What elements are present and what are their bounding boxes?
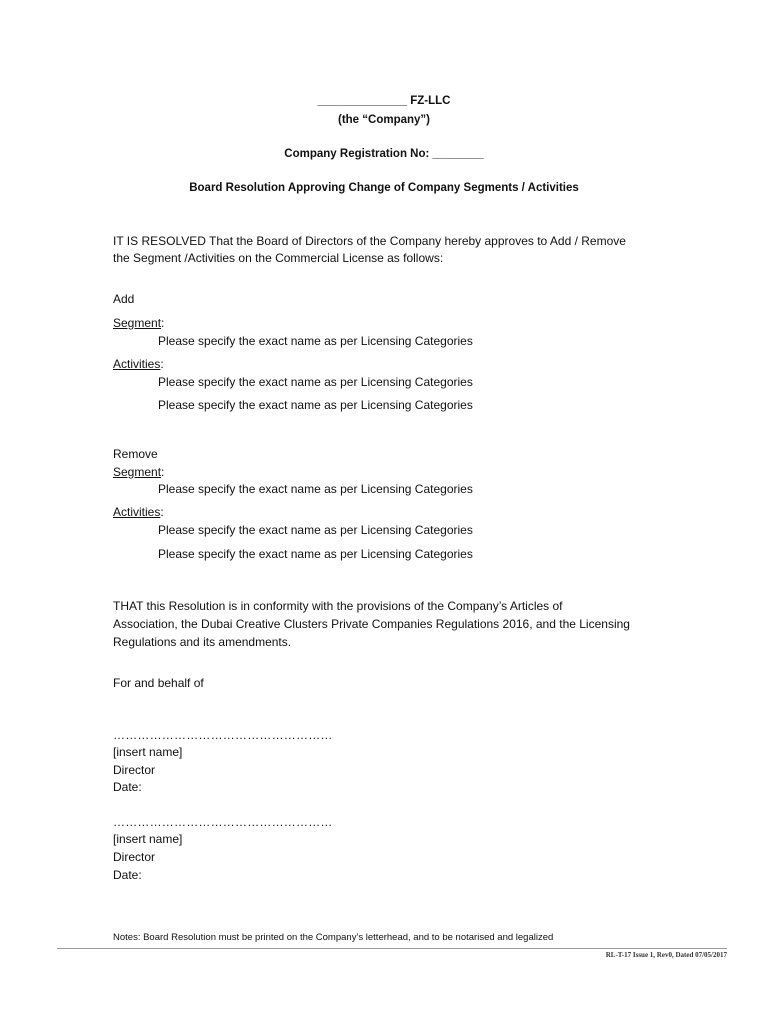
signatory-name: [insert name] (113, 832, 183, 846)
resolution-lead: IT IS RESOLVED (113, 234, 206, 248)
remove-heading: Remove (113, 447, 158, 461)
add-heading: Add (113, 292, 135, 306)
add-activity-item: Please specify the exact name as per Licensing Categories (158, 375, 473, 389)
remove-activity-item: Please specify the exact name as per Licensing Categories (158, 523, 473, 537)
signatory-name: [insert name] (113, 745, 183, 759)
remove-activities-label (113, 504, 164, 520)
label-colon: : (161, 465, 165, 479)
company-alias: (the “Company”) (338, 114, 430, 126)
add-activity-item: Please specify the exact name as per Licensing Categories (158, 398, 473, 412)
conformity-line: THAT this Resolution is in conformity with the provisions of the Company’s Articles of (113, 599, 563, 613)
signature-line: ……………………………………………… (113, 728, 333, 742)
signatory-date-label: Date: (113, 780, 142, 794)
resolution-line-2: the Segment /Activities on the Commercial License as follows: (113, 251, 444, 265)
label-colon: : (161, 316, 165, 330)
conformity-line: Regulations and its amendments. (113, 635, 292, 649)
footer-divider (57, 948, 727, 949)
resolution-line-1 (113, 233, 626, 249)
activities-label: Activities (113, 357, 161, 371)
segment-label: Segment (113, 465, 162, 479)
signature-line: ……………………………………………… (113, 815, 333, 829)
add-segment-item: Please specify the exact name as per Licensing Categories (158, 334, 473, 348)
remove-segment-item: Please specify the exact name as per Licensing Categories (158, 482, 473, 496)
add-segment-label (113, 315, 164, 331)
remove-activity-item: Please specify the exact name as per Licensing Categories (158, 547, 473, 561)
company-name-line: ______________ FZ-LLC (317, 95, 451, 107)
footer-notes: Notes: Board Resolution must be printed on the Company’s letterhead, and to be notarised and legalized (113, 932, 554, 943)
label-colon: : (160, 505, 164, 519)
signatory-role: Director (113, 763, 156, 777)
document-title: Board Resolution Approving Change of Company Segments / Activities (189, 182, 579, 194)
signatory-role: Director (113, 850, 156, 864)
document-reference: RL-T-17 Issue 1, Rev0, Dated 07/05/2017 (605, 951, 727, 959)
add-activities-label (113, 356, 164, 372)
signatory-date-label: Date: (113, 868, 142, 882)
on-behalf-label: For and behalf of (113, 676, 204, 690)
remove-segment-label (113, 464, 164, 480)
activities-label: Activities (113, 505, 161, 519)
segment-label: Segment (113, 316, 162, 330)
registration-number-line: Company Registration No: ________ (284, 148, 484, 160)
resolution-text: That the Board of Directors of the Company hereby approves to Add / Remove (205, 234, 626, 248)
conformity-line: Association, the Dubai Creative Clusters Private Companies Regulations 2016, and the Licensing (113, 617, 630, 631)
label-colon: : (160, 357, 164, 371)
